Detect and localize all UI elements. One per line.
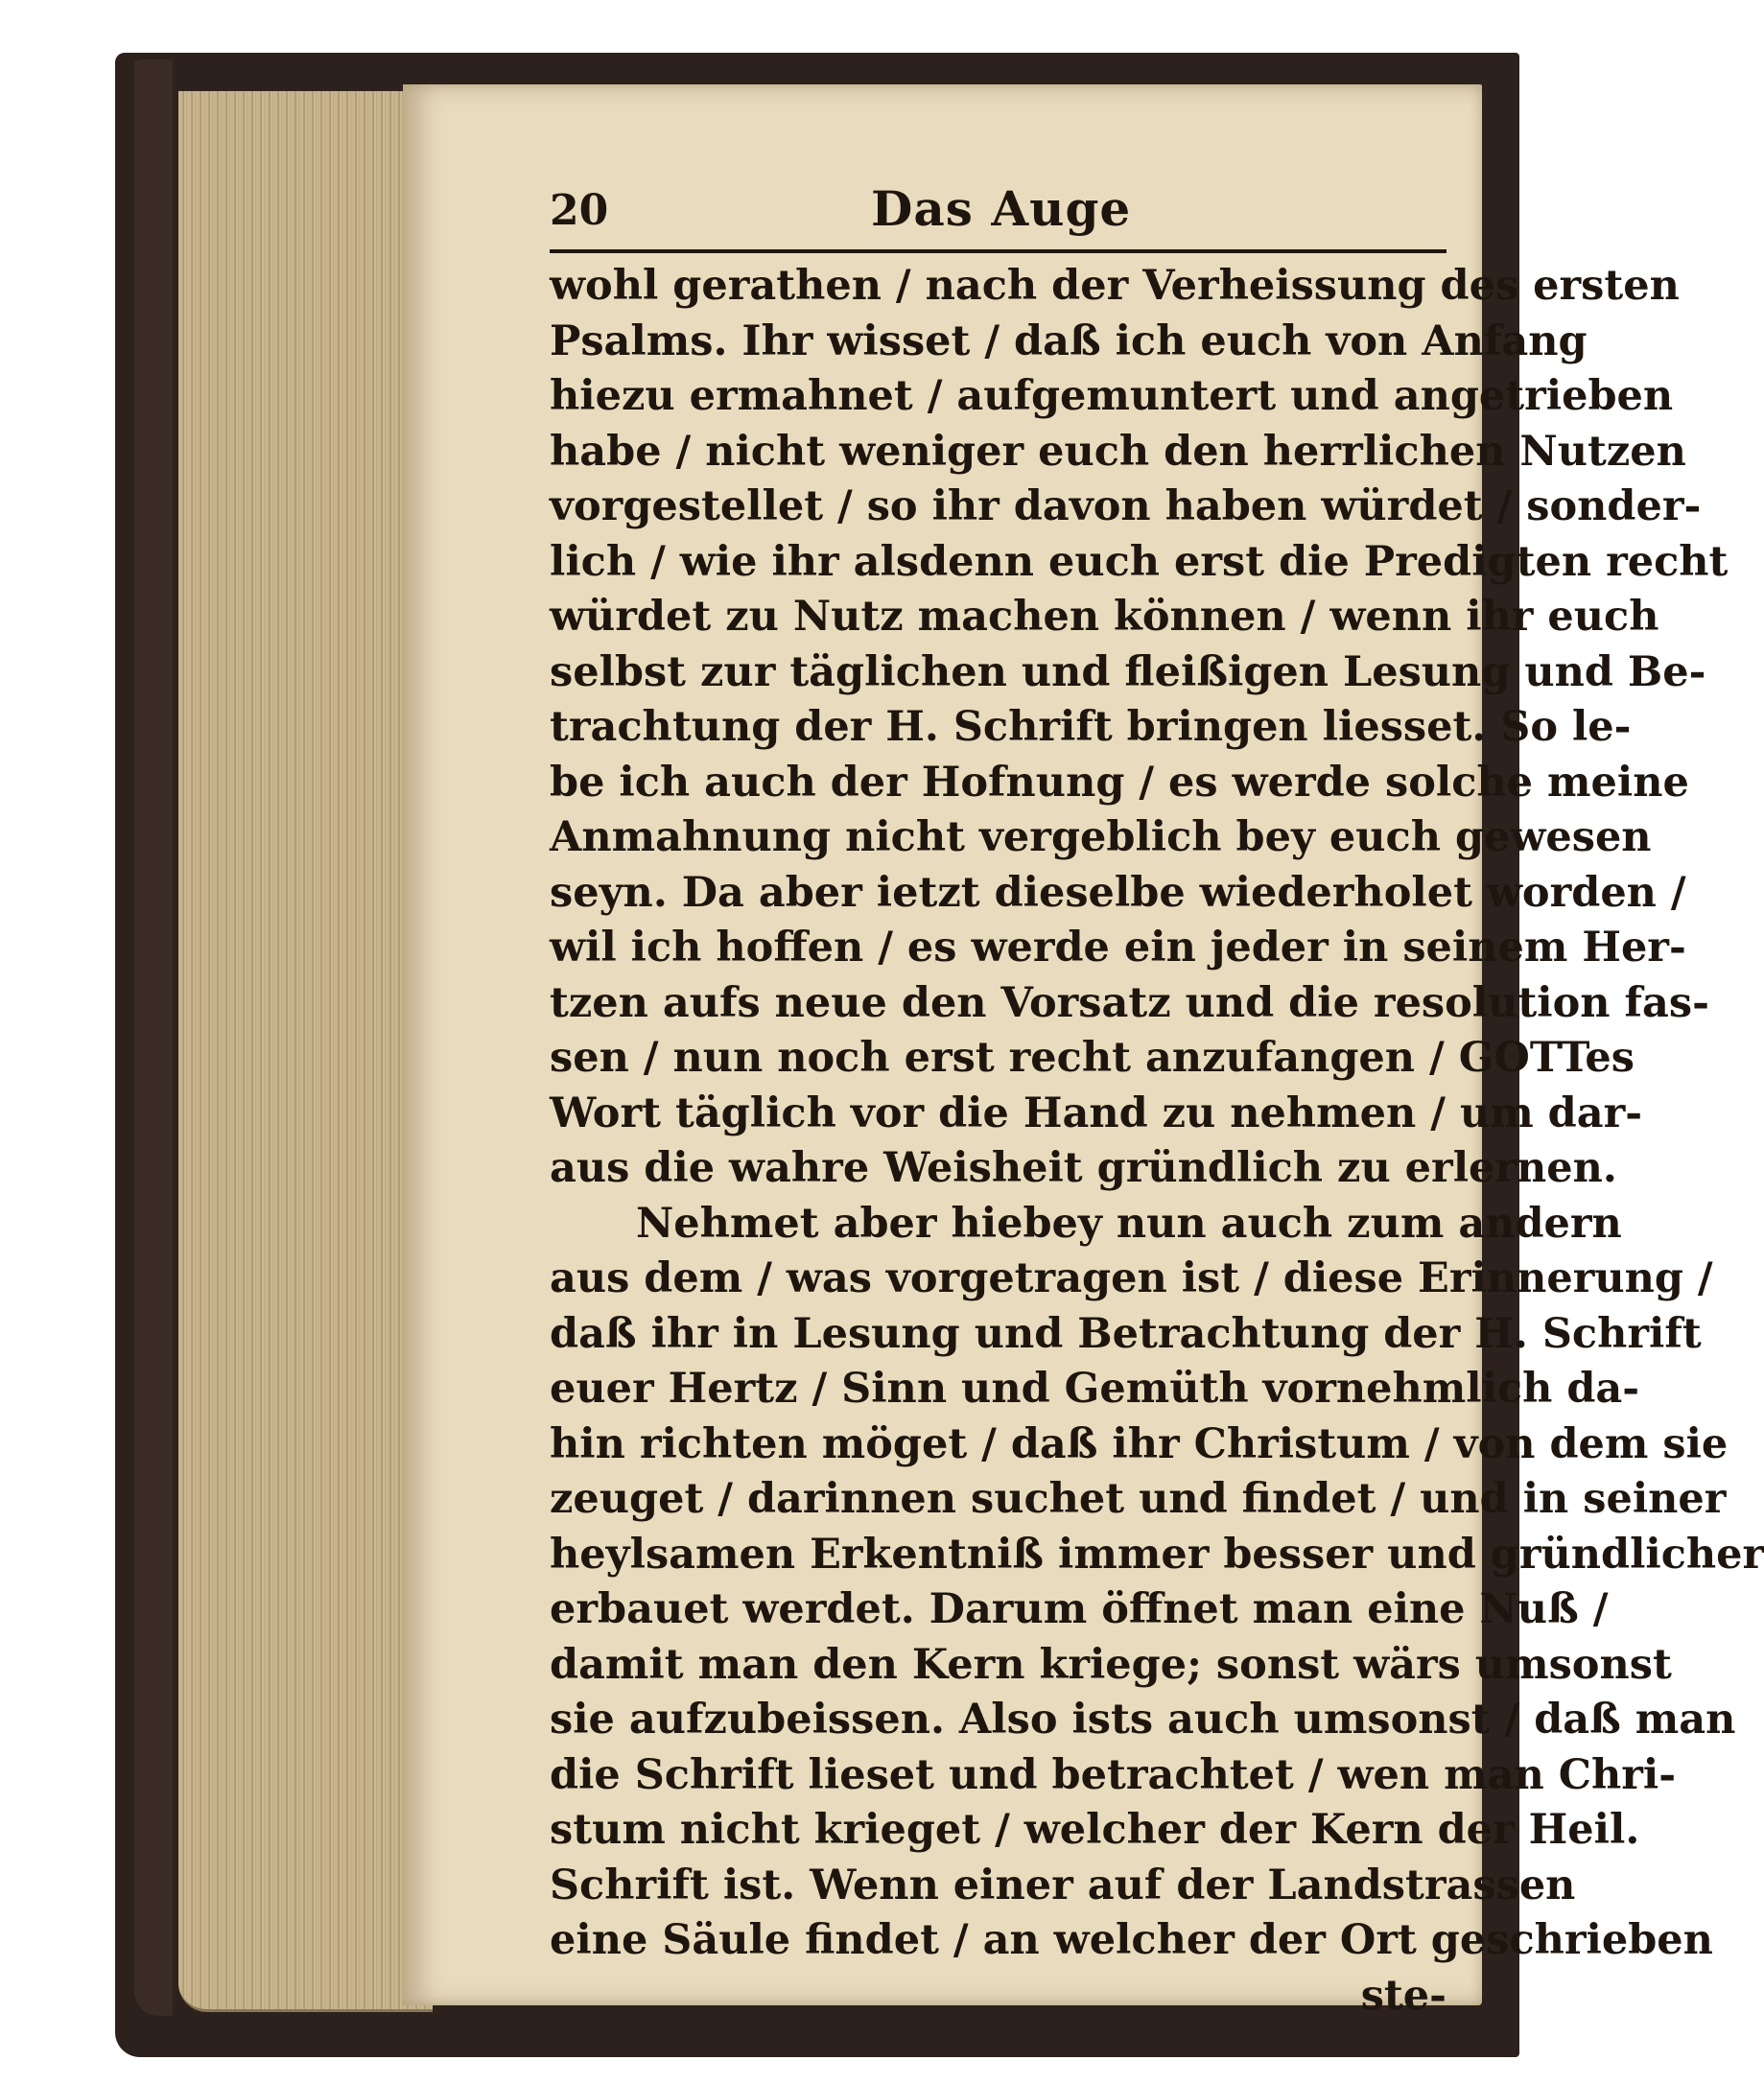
- text-line: damit man den Kern kriege; sonst wärs umsonst: [550, 1640, 1672, 1689]
- text-line: wohl gerathen / nach der Verheissung des ersten: [550, 262, 1680, 310]
- text-line: selbst zur täglichen und fleißigen Lesung und Be-: [550, 647, 1706, 696]
- running-head: Das Auge: [871, 180, 1132, 237]
- text-line: zeuget / darinnen suchet und findet / und in seiner: [550, 1475, 1727, 1523]
- text-line: aus die wahre Weisheit gründlich zu erlernen.: [550, 1144, 1617, 1192]
- text-line: hiezu ermahnet / aufgemuntert und angetrieben: [550, 372, 1674, 420]
- text-line: seyn. Da aber ietzt dieselbe wiederholet worden /: [550, 868, 1686, 917]
- body-text: [550, 259, 1764, 1969]
- text-line: wil ich hoffen / es werde ein jeder in seinem Her-: [550, 924, 1686, 972]
- text-line: lich / wie ihr alsdenn euch erst die Predigten recht: [550, 537, 1729, 586]
- text-line: euer Hertz / Sinn und Gemüth vornehmlich da-: [550, 1365, 1640, 1413]
- page-header: [550, 180, 1446, 240]
- text-line: würdet zu Nutz machen können / wenn ihr euch: [550, 593, 1659, 641]
- text-line: Psalms. Ihr wisset / daß ich euch von Anfang: [550, 316, 1588, 365]
- text-line: hin richten möget / daß ihr Christum / von dem sie: [550, 1419, 1729, 1468]
- text-line: erbauet werdet. Darum öffnet man eine Nuß /: [550, 1585, 1609, 1633]
- text-line: aus dem / was vorgetragen ist / diese Erinnerung /: [550, 1254, 1713, 1302]
- text-line: sen / nun noch erst recht anzufangen / GOTTes: [550, 1034, 1635, 1082]
- text-line: Wort täglich vor die Hand zu nehmen / um dar-: [550, 1089, 1643, 1137]
- text-line: die Schrift lieset und betrachtet / wen man Chri-: [550, 1750, 1677, 1799]
- text-line: Anmahnung nicht vergeblich bey euch gewesen: [550, 813, 1652, 861]
- text-line: eine Säule findet / an welcher der Ort geschrieben: [550, 1916, 1713, 1964]
- text-line: vorgestellet / so ihr davon haben würdet / sonder-: [550, 482, 1702, 530]
- text-line: habe / nicht weniger euch den herrlichen Nutzen: [550, 427, 1686, 476]
- text-line: daß ihr in Lesung und Betrachtung der H. Schrift: [550, 1309, 1702, 1358]
- text-line: heylsamen Erkentniß immer besser und gründlicher: [550, 1530, 1764, 1579]
- text-line: sie aufzubeissen. Also ists auch umsonst / daß man: [550, 1696, 1736, 1744]
- book-spine-edge: [134, 59, 173, 2016]
- page-stack-edge: [178, 91, 433, 2012]
- text-line: tzen aufs neue den Vorsatz und die resolution fas-: [550, 978, 1709, 1027]
- text-line: stum nicht krieget / welcher der Kern der Heil.: [550, 1806, 1640, 1854]
- text-line: trachtung der H. Schrift bringen liesset. So le-: [550, 703, 1632, 751]
- catchword: ste-: [1360, 1971, 1446, 2020]
- text-line: be ich auch der Hofnung / es werde solche meine: [550, 758, 1689, 807]
- text-line: Schrift ist. Wenn einer auf der Landstrassen: [550, 1861, 1576, 1909]
- header-rule: [550, 249, 1446, 253]
- text-line: Nehmet aber hiebey nun auch zum andern: [636, 1199, 1622, 1248]
- page-number: 20: [550, 186, 609, 235]
- page-text-block: [550, 180, 1764, 2024]
